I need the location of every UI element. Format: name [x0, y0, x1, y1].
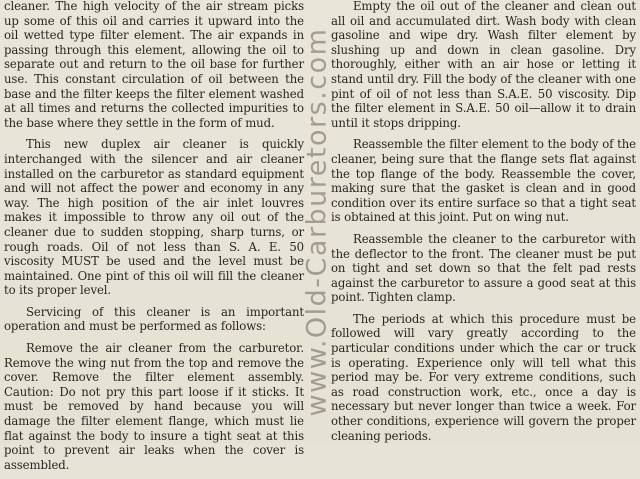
paragraph-left-3: Servicing of this cleaner is an important operation and must be performed as follows: — [4, 304, 304, 334]
paragraph-right-1: Empty the oil out of the cleaner and clean out all oil and accumulated dirt. Wash body with clean gasoline and wipe dry. Wash filter element by slushing up and down in clean gasoline. Dry thoroughly, either with an air hose or letting it stand until dry. Fill the body of the cleaner with one pint of oil of not less than S.A.E. 50 viscosity. Dip the filter element in S.A.E. 50 oil—allow it to drain until it stops dripping. — [331, 0, 636, 130]
paragraph-right-3: Reassemble the cleaner to the carburetor with the deflector to the front. The cleaner must be put on tight and set down so that the felt pad rests against the carburetor to assure a good seat at this point. Tighten clamp. — [331, 231, 636, 305]
left-column — [4, 0, 304, 479]
paragraph-right-4: The periods at which this procedure must be followed will vary greatly according to the particular conditions under which the car or truck is operating. Experience only will tell what this period may be. For very extreme conditions, such as road construction work, etc., once a day is necessary but never longer than twice a week. For other conditions, experience will govern the proper cleaning periods. — [331, 311, 636, 443]
paragraph-right-2: Reassemble the filter element to the body of the cleaner, being sure that the flange sets flat against the top flange of the body. Reassemble the cover, making sure that the gasket is clean and in good condition over its entire surface so that a tight seat is obtained at this joint. Put on wing nut. — [331, 137, 636, 225]
right-column — [331, 0, 636, 450]
watermark-text: www.Old-Carburetors.com — [301, 27, 333, 417]
paragraph-left-1: cleaner. The high velocity of the air stream picks up some of this oil and carries it upward into the oil wetted type filter element. The air expands in passing through this element, allowing the oil to separate out and return to the oil base for further use. This constant circulation of oil between the base and the filter keeps the filter element washed at all times and returns the collected impurities to the base where they settle in the form of mud. — [4, 0, 304, 130]
paragraph-left-2: This new duplex air cleaner is quickly interchanged with the silencer and air cleaner installed on the carburetor as standard equipment and will not affect the power and economy in any way. The high position of the air inlet louvres makes it impossible to throw any oil out of the cleaner due to sudden stopping, sharp turns, or rough roads. Oil of not less than S. A. E. 50 viscosity MUST be used and the level must be maintained. One pint of this oil will fill the cleaner to its proper level. — [4, 137, 304, 298]
paragraph-left-4: Remove the air cleaner from the carburetor. Remove the wing nut from the top and remove the cover. Remove the filter element assembly. Caution: Do not pry this part loose if it sticks. It must be removed by hand because you will damage the filter element flange, which must lie flat against the body to insure a tight seat at this point to prevent air leaks when the cover is assembled. — [4, 341, 304, 472]
